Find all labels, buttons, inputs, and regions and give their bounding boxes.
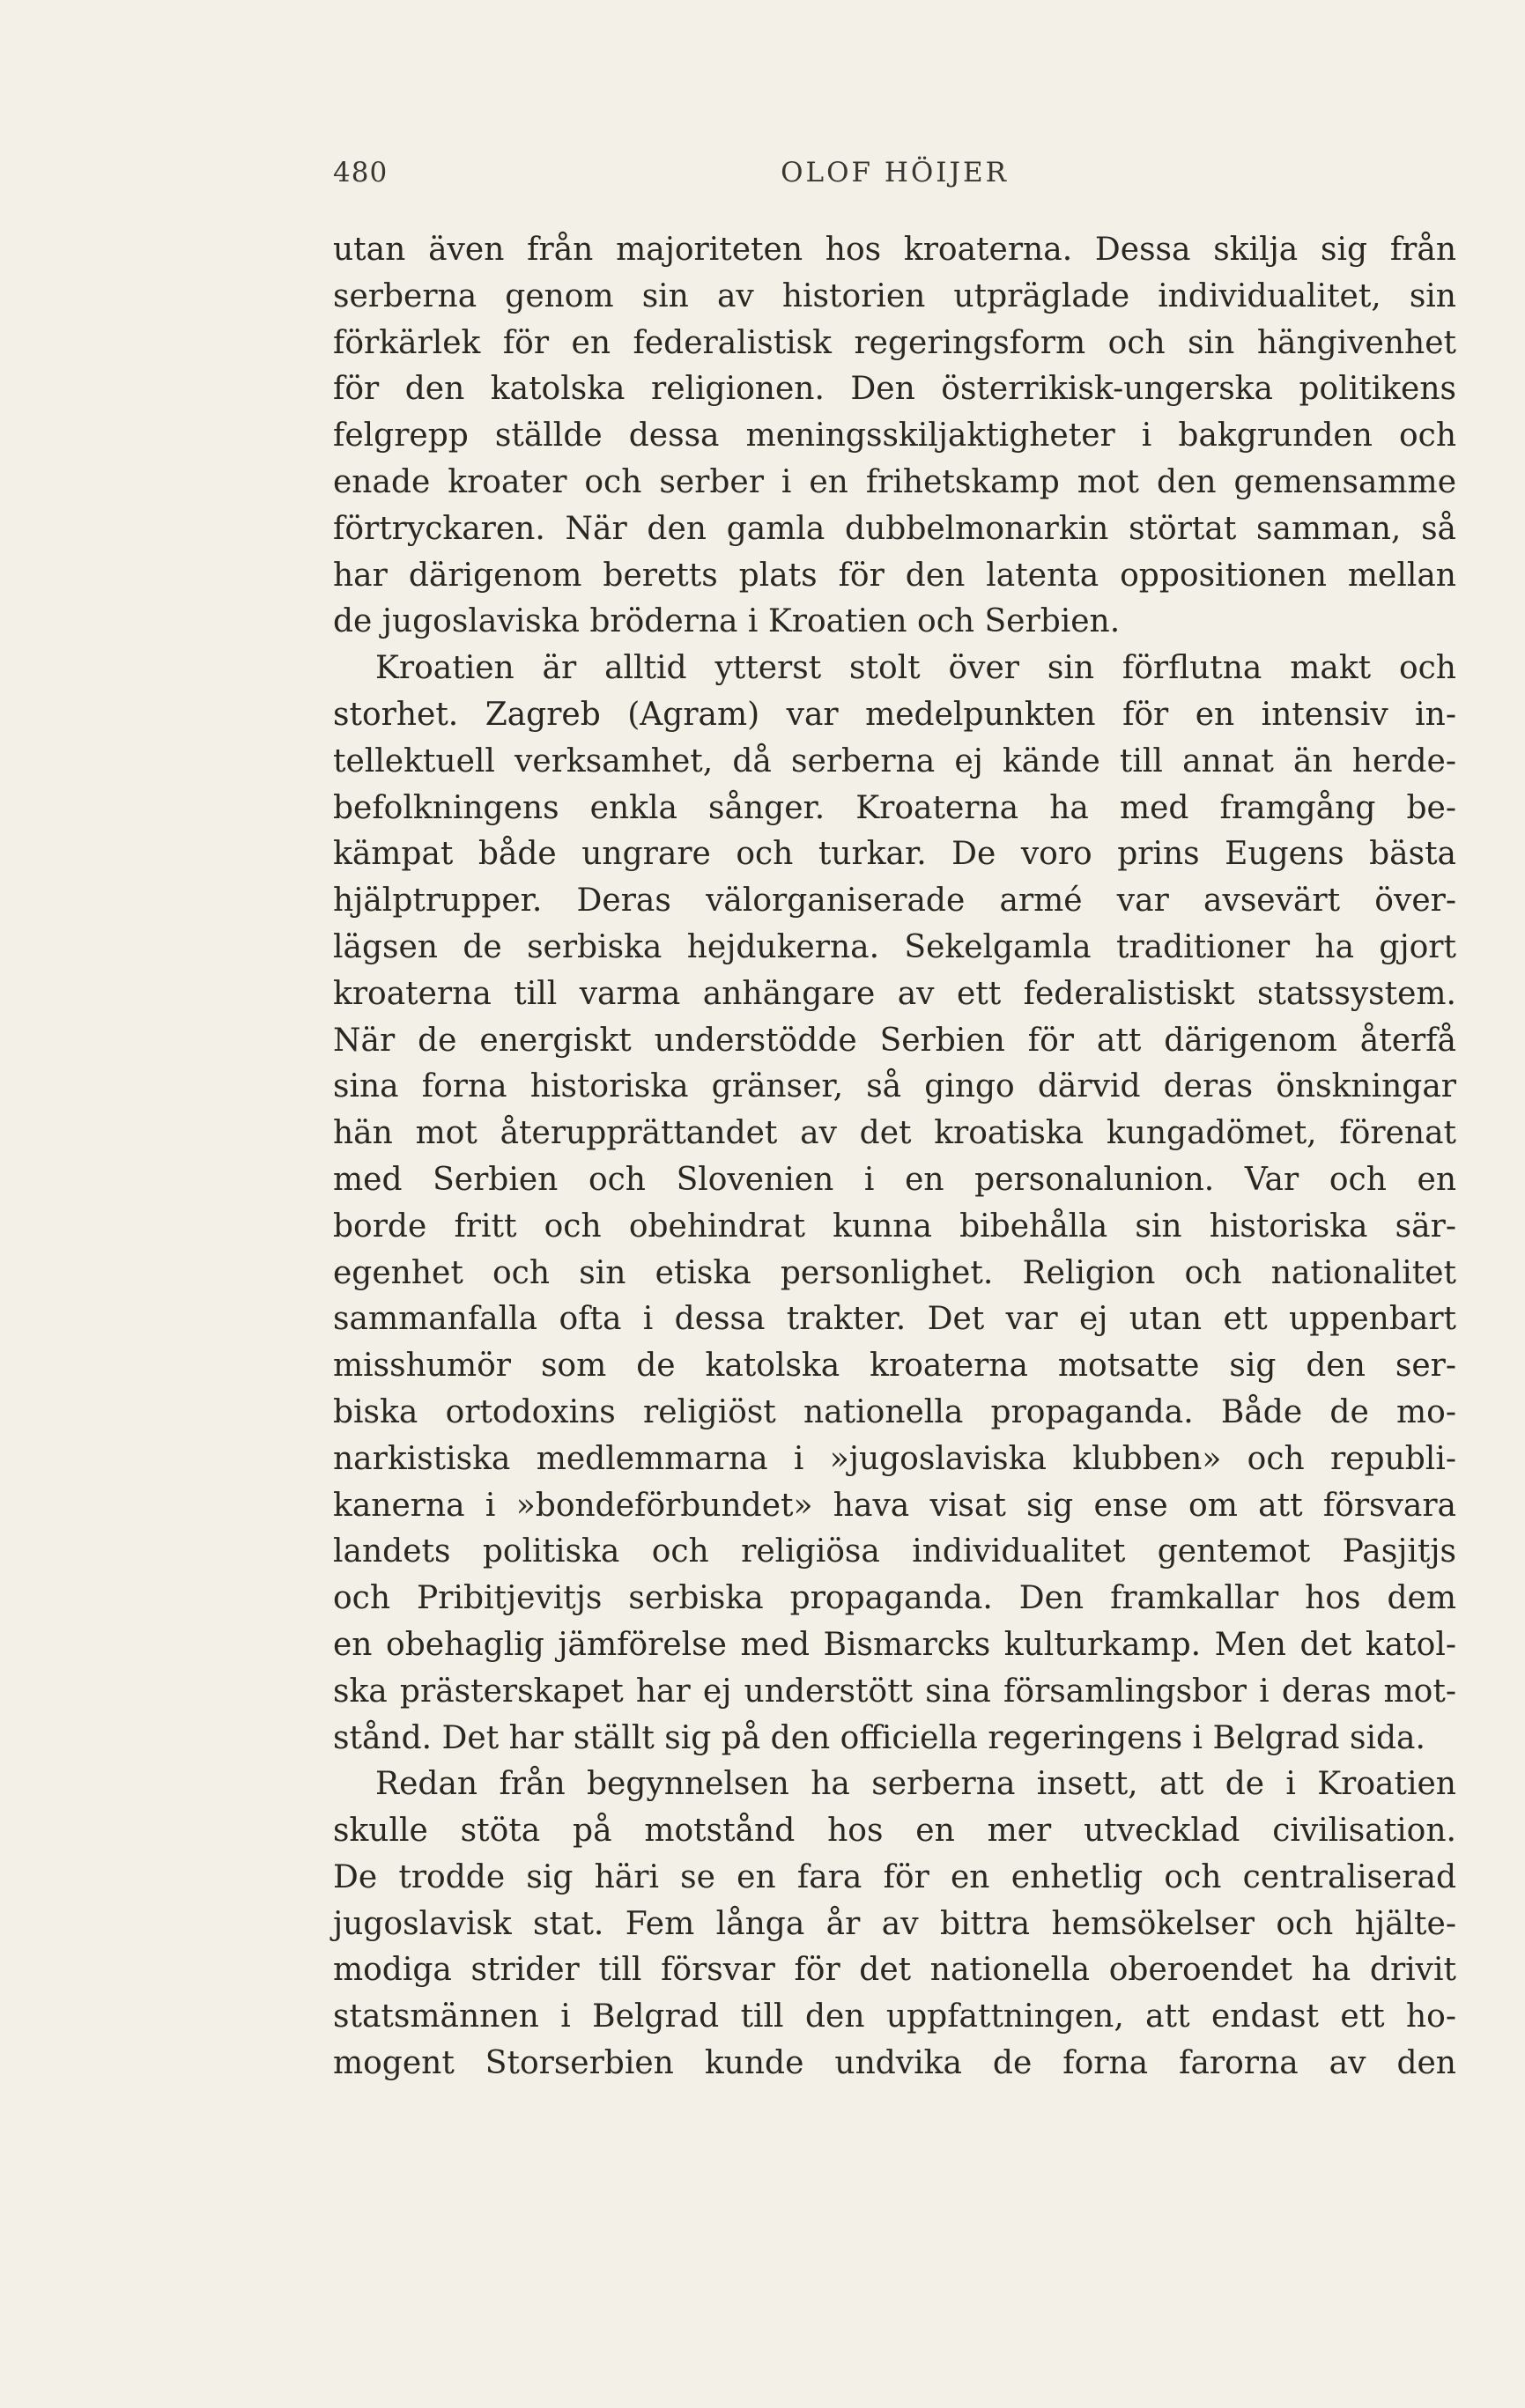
text-line: ska prästerskapet har ej understött sina församlingsbor i deras mot-: [333, 1673, 1456, 1710]
text-line: jugoslavisk stat. Fem långa år av bittra hemsökelser och hjälte-: [333, 1905, 1456, 1942]
text-line: borde fritt och obehindrat kunna bibehålla sin historiska sär-: [333, 1208, 1456, 1245]
text-line: egenhet och sin etiska personlighet. Religion och nationalitet: [333, 1254, 1456, 1291]
text-line: Kroatien är alltid ytterst stolt över sin förflutna makt och: [375, 650, 1456, 687]
text-line: När de energiskt understödde Serbien för att därigenom återfå: [333, 1022, 1456, 1059]
text-line: narkistiska medlemmarna i »jugoslaviska klubben» och republi-: [333, 1440, 1456, 1477]
text-line: kämpat både ungrare och turkar. De voro prins Eugens bästa: [333, 836, 1456, 873]
body-text: [333, 227, 1456, 2087]
text-line: hän mot återupprättandet av det kroatiska kungadömet, förenat: [333, 1115, 1456, 1152]
text-line: tellektuell verksamhet, då serberna ej kände till annat än herde-: [333, 742, 1456, 779]
text-line: De trodde sig häri se en fara för en enhetlig och centraliserad: [333, 1858, 1456, 1895]
text-line: de jugoslaviska bröderna i Kroatien och Serbien.: [333, 603, 1121, 640]
text-line: har därigenom beretts plats för den latenta oppositionen mellan: [333, 557, 1456, 594]
text-line: statsmännen i Belgrad till den uppfattningen, att endast ett ho-: [333, 1998, 1456, 2035]
text-line: hjälptrupper. Deras välorganiserade armé var avsevärt över-: [333, 883, 1456, 920]
text-line: sammanfalla ofta i dessa trakter. Det var ej utan ett uppenbart: [333, 1301, 1456, 1338]
text-line: och Pribitjevitjs serbiska propaganda. Den framkallar hos dem: [333, 1580, 1456, 1617]
text-line: landets politiska och religiösa individualitet gentemot Pasjitjs: [333, 1533, 1456, 1570]
text-line: skulle stöta på motstånd hos en mer utvecklad civilisation.: [333, 1813, 1456, 1850]
text-line: storhet. Zagreb (Agram) var medelpunkten för en intensiv in-: [333, 696, 1456, 733]
text-line: lägsen de serbiska hejdukerna. Sekelgamla traditioner ha gjort: [333, 928, 1456, 965]
text-line: med Serbien och Slovenien i en personalunion. Var och en: [333, 1161, 1456, 1198]
running-head: [333, 157, 1456, 192]
text-line: kroaterna till varma anhängare av ett federalistiskt statssystem.: [333, 975, 1456, 1012]
text-line: sina forna historiska gränser, så gingo därvid deras önskningar: [333, 1068, 1456, 1105]
text-line: förtryckaren. När den gamla dubbelmonarkin störtat samman, så: [333, 510, 1456, 547]
text-line: serberna genom sin av historien utpräglade individualitet, sin: [333, 277, 1456, 314]
text-line: utan även från majoriteten hos kroaterna. Dessa skilja sig från: [333, 232, 1456, 268]
running-title: OLOF HÖIJER: [781, 157, 1009, 188]
text-line: enade kroater och serber i en frihetskamp mot den gemensamme: [333, 463, 1456, 500]
text-line: kanerna i »bondeförbundet» hava visat sig ense om att försvara: [333, 1487, 1456, 1524]
text-line: befolkningens enkla sånger. Kroaterna ha med framgång be-: [333, 789, 1456, 826]
text-line: för den katolska religionen. Den österrikisk-ungerska politikens: [333, 371, 1456, 408]
text-line: mogent Storserbien kunde undvika de forna farorna av den: [333, 2045, 1456, 2082]
text-line: en obehaglig jämförelse med Bismarcks kulturkamp. Men det katol-: [333, 1626, 1456, 1663]
text-line: felgrepp ställde dessa meningsskiljaktigheter i bakgrunden och: [333, 417, 1456, 454]
text-line: Redan från begynnelsen ha serberna insett, att de i Kroatien: [375, 1766, 1456, 1803]
text-line: stånd. Det har ställt sig på den officiella regeringens i Belgrad sida.: [333, 1719, 1425, 1756]
text-line: misshumör som de katolska kroaterna motsatte sig den ser-: [333, 1348, 1456, 1385]
page-number: 480: [333, 157, 389, 188]
text-line: modiga strider till försvar för det nationella oberoendet ha drivit: [333, 1952, 1456, 1989]
text-line: biska ortodoxins religiöst nationella propaganda. Både de mo-: [333, 1393, 1456, 1430]
text-line: förkärlek för en federalistisk regeringsform och sin hängivenhet: [333, 324, 1456, 361]
